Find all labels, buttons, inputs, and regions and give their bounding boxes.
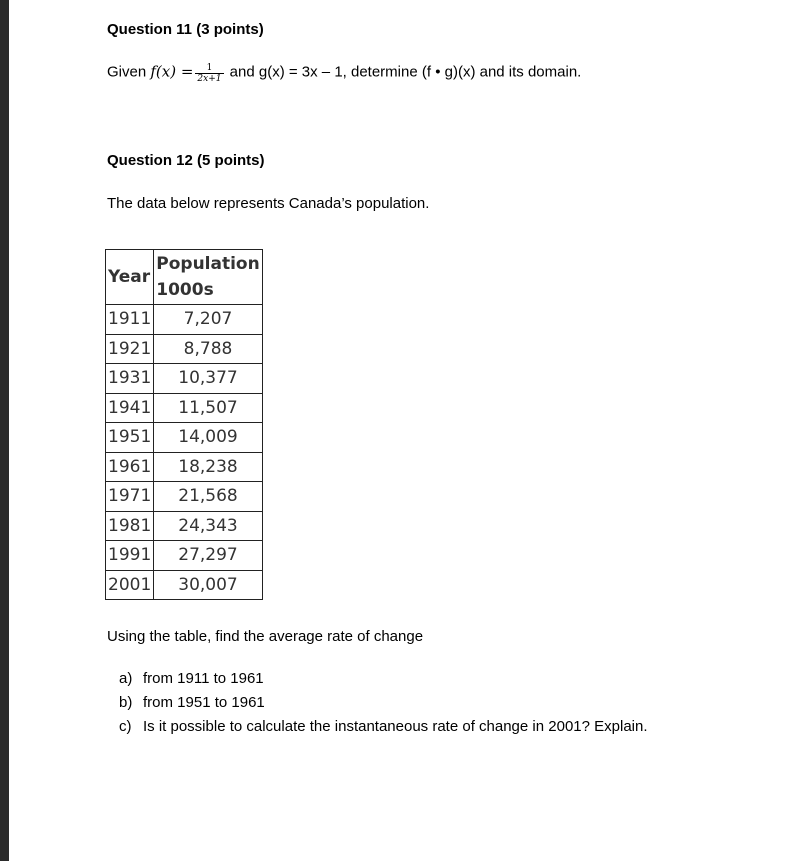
table-row: [106, 393, 263, 423]
population-cell: 24,343: [154, 511, 262, 541]
table-row: [106, 541, 263, 571]
population-cell: 10,377: [154, 364, 262, 394]
sub-question-label: c): [119, 718, 132, 735]
sub-questions-list: [119, 668, 648, 740]
population-table: [105, 249, 263, 600]
population-header-line1: Population: [156, 254, 260, 274]
table-row: [106, 511, 263, 541]
population-cell: 11,507: [154, 393, 262, 423]
population-cell: 14,009: [154, 423, 262, 453]
year-cell: 2001: [106, 570, 154, 600]
year-cell: 1981: [106, 511, 154, 541]
table-row: [106, 570, 263, 600]
year-cell: 1951: [106, 423, 154, 453]
table-row: [106, 452, 263, 482]
question-11-heading: Question 11 (3 points): [107, 21, 264, 38]
viewer-left-edge: [0, 0, 9, 861]
sub-question-text: from 1951 to 1961: [143, 694, 265, 711]
fraction-numerator: 1: [195, 63, 223, 74]
question-12-intro: The data below represents Canada’s population.: [107, 195, 430, 212]
population-header: [154, 250, 262, 305]
year-cell: 1971: [106, 482, 154, 512]
sub-question-item: [119, 668, 648, 692]
fraction-denominator: 2x+1: [197, 74, 222, 84]
year-cell: 1991: [106, 541, 154, 571]
document-page: [9, 0, 793, 861]
sub-question-item: [119, 692, 648, 716]
sub-question-text: from 1911 to 1961: [143, 670, 264, 687]
question-12-prompt: Using the table, find the average rate of change: [107, 628, 424, 645]
table-row: [106, 423, 263, 453]
question-12-heading: Question 12 (5 points): [107, 152, 265, 169]
question-11-rest: and g(x) = 3x – 1, determine (f • g)(x) and its domain.: [229, 63, 582, 81]
question-11-text: [107, 62, 581, 83]
table-row: [106, 364, 263, 394]
population-cell: 21,568: [154, 482, 262, 512]
year-cell: 1921: [106, 334, 154, 364]
table-row: [106, 482, 263, 512]
population-header-line2: 1000s: [156, 280, 214, 300]
year-header: Year: [106, 250, 154, 305]
sub-question-label: a): [119, 670, 133, 687]
year-cell: 1941: [106, 393, 154, 423]
population-cell: 30,007: [154, 570, 262, 600]
year-cell: 1911: [106, 305, 154, 335]
given-word: Given: [107, 63, 147, 81]
population-cell: 18,238: [154, 452, 262, 482]
sub-question-item: [119, 716, 648, 740]
f-fraction: [195, 63, 223, 84]
table-row: [106, 305, 263, 335]
table-header-row: [106, 250, 263, 305]
table-row: [106, 334, 263, 364]
year-cell: 1931: [106, 364, 154, 394]
population-cell: 7,207: [154, 305, 262, 335]
population-cell: 27,297: [154, 541, 262, 571]
sub-question-label: b): [119, 694, 133, 711]
sub-question-text: Is it possible to calculate the instantaneous rate of change in 2001? Explain.: [143, 718, 648, 735]
f-lhs: f(x) =: [150, 62, 194, 81]
year-cell: 1961: [106, 452, 154, 482]
population-cell: 8,788: [154, 334, 262, 364]
